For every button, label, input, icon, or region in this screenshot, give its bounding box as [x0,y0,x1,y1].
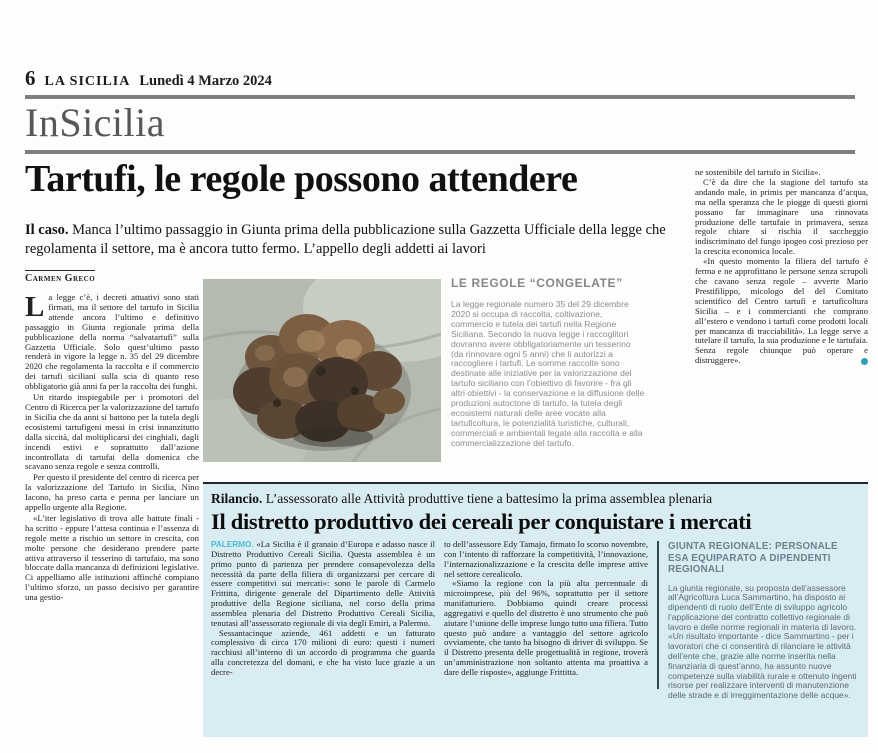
kicker-text: Manca l’ultimo passaggio in Giunta prima della pubblicazione sulla Gazzetta Ufficiale della legge che regolamenta il settore, ma è ancora tutto fermo. L’appello degli addetti ai lavori [25,222,666,257]
secondary-kicker [211,491,860,507]
secondary-headline: Il distretto produttivo dei cereali per conquistare i mercati [211,509,752,534]
section-title: InSicilia [25,100,166,145]
paragraph-text: «In questo momento la filiera del tartufo è ferma e ne approfittano le persone senza scrupoli che cavano senza regole – avverte Mario Prestifilippo, micologo del del Comitato scientifico del Centro tartufi e tartuficoltura Sicilia – e i commercianti che comprano all’estero e vendono i tartufi come prodotti locali per mancanza di tracciabilità». La legge serve a tutelare il tartufo, la sua produzione e le tartufaia. Senza regole chiunque può operare e distruggere». [695,256,868,366]
info-box-body: La legge regionale numero 35 del 29 dicembre 2020 si occupa di raccolta, coltivazione, commercio e tutela dei tartufi nella Regione Siciliana. Secondo la nuova legge i raccoglitori dovranno avere obbligatoriamente un tesserino (da rinnovare ogni 5 anni) che li autorizzi a raccogliere i tartufi. Le somme raccolte sono destinate alle iniziative per la valorizzazione del tartufo siciliano con l’obiettivo di favorire - fra gli altri obiettivi - la conservazione e la diffusione delle produzioni autoctone di tartufo, la tutela degli ecosistemi naturali delle aree vocate alla tartuficoltura, le potenzialità turistiche, culturali, commerciali e ambientali legate alla raccolta e alla commercializzazione del tartufo. [451,299,645,448]
secondary-columns [211,540,860,701]
kicker-label: Il caso. [25,222,69,238]
horizontal-rule-section [25,150,855,154]
article-column-right [695,168,868,366]
paragraph: Per questo il presidente del centro di ricerca per la valorizzazione del Tartufo in Sicilia, Nino Iacono, ha preso carta e penna per lanciare un appello urgente alla Regione. [25,472,199,513]
article-end-mark [861,358,868,365]
paragraph-text: «La Sicilia è il granaio d’Europa e adasso nasce il Distretto Produttivo Cereali Sicilia. Questa assemblea è un primo punto di partenza per prendere consapevolezza della necessità da parte della filiera di organizzarsi per cercare di essere competitivi sui mercati»: sono le parole di Carmelo Frittitta, dirigente generale del Dipartimento delle Attività produttive della Regione siciliana, nel corso della prima assemblea plenaria del Distretto Produttivo Cereali Sicilia, tenutasi all’assessorato regionale di via degli Emiri, a Palermo. [211,539,435,628]
column-divider [657,541,659,689]
page-number: 6 [25,66,36,90]
secondary-kicker-text: L’assessorato alle Attività produttive tiene a battesimo la prima assemblea plenaria [262,491,713,506]
paragraph: ne sostenibile del tartufo in Sicilia». [695,167,821,177]
paragraph: «L’iter legislativo di trova alle battute finali - ha scritto - eppure l’attesa continua e l’assenza di regole mette a rischio un settore in crescita, con molte persone che desiderano prendere parte attiva attraverso il tesserino di tartufaio, ma sono bloccate dalla mancanza di definizioni legislative. Ci appelliamo alle istituzioni affinché compiano l’ultimo sforzo, un passo decisivo per garantire una gestio- [25,512,199,603]
edition-date: Lunedì 4 Marzo 2024 [139,73,272,89]
paragraph-text: a legge c’è, i decreti attuativi sono stati firmati, ma il settore del tartufo in Sicilia attende ancora l’ultimo e definitivo passaggio in Giunta regionale prima della pubblicazione della norma “salvatartufi” sulla Gazzetta Ufficiale. Solo quest’ultimo passo renderà in vigore la legge n. 35 del 29 dicembre 2020 che regolamenta la raccolta e il commercio dei tartufi siciliani sulla scia di quanto reso obbligatorio già anni fa per la raccolta dei funghi. [25,292,199,392]
paragraph: Sessantacinque aziende, 461 addetti e un fatturato complessivo di circa 170 milioni di euro: questi i numeri racchiusi all’interno di un accordo di programma che guarda alla concretezza del domani, e che ha visto luce grazie a un decre- [211,627,435,677]
main-kicker [25,221,680,259]
drop-cap: L [25,291,45,323]
paragraph [211,540,435,629]
paragraph [25,293,199,392]
main-headline: Tartufi, le regole possono attendere [25,158,578,200]
article-column-left [25,293,199,748]
secondary-column-1 [211,540,444,701]
sidebar-title: GIUNTA REGIONALE: PERSONALE ESA EQUIPARATO A DIPENDENTI REGIONALI [668,541,838,575]
paragraph: Un ritardo inspiegabile per i promotori del Centro di Ricerca per la valorizzazione del tartufo in Sicilia che da anni si battono per la tutela degli ecosistemi tartufigeni messi in crisi innanzitutto dalla siccità, dal moltiplicarsi dei cinghiali, dagli incendi estivi e soprattutto dall’azione incontrollata di tartufai della domenica che scavano senza regole e senza controlli. [25,392,199,472]
secondary-column-2 [444,540,657,701]
paragraph: to dell’assessore Edy Tamajo, firmato lo scorso novembre, con l’intento di rafforzare la competitività, l’innovazione, l’internazionalizzazione e la crescita delle imprese attive nel settore cerealicolo. [444,539,648,579]
sidebar-body: La giunta regionale, su proposta dell’assessore all’Agricoltura Luca Sammartino, ha disposto ai dipendenti di ruolo dell’Ente di sviluppo agricolo l’applicazione del contratto collettivo regionale di lavoro e delle norme regionali in materia di lavoro. «Un risultato importante - dice Sammartino - per i lavoratori che ci consentirà di rilanciare le attività dell’ente che, grazie alle norme inserita nella finanziaria di quest’anno, ha assunto nuove competenze sulla viabilità rurale e ottenuto ingenti risorse per realizzare interventi di manutenzione delle strade e di irreggimentazione delle acque». [668,582,857,701]
masthead [25,66,272,91]
info-box-rules [451,276,645,449]
paragraph: C’è da dire che la stagione del tartufo sta andando male, in primis per mancanza d’acqua, ma nella speranza che le piogge di questi giorni possano far immaginare una rinnovata produzione delle tartufaie in primavera, senza regole chiare si rischia il saccheggio indiscriminato del fungo ipogeo così prezioso per la crescita economica locale. [695,176,868,257]
newspaper-brand: LA SICILIA [44,74,131,89]
dateline: PALERMO. [211,540,254,549]
paragraph: «Siamo la regione con la più alta percentuale di microimprese, più del 96%, soprattutto per il settore manifatturiero. Dobbiamo quindi creare processi aggregativi e quello del distretto è uno strumento che può aiutare l’unione delle imprese lungo tutto una filiera. Tutto questo può andare a vantaggio del settore agricolo ovviamente, che tanto ha bisogno di driver di sviluppo. Se il Distretto presenta delle progettualità in regione, troverà un’amministrazione non soltanto attenta ma proattiva a dare delle risposte», aggiunge Frittitta. [444,578,648,677]
truffles-photo [203,279,441,462]
paragraph [695,257,868,366]
secondary-article-panel [203,482,868,737]
byline: Carmen Greco [25,270,95,284]
sidebar-box [668,540,860,701]
secondary-kicker-label: Rilancio. [211,491,263,506]
info-box-title: LE REGOLE “CONGELATE” [451,276,623,290]
